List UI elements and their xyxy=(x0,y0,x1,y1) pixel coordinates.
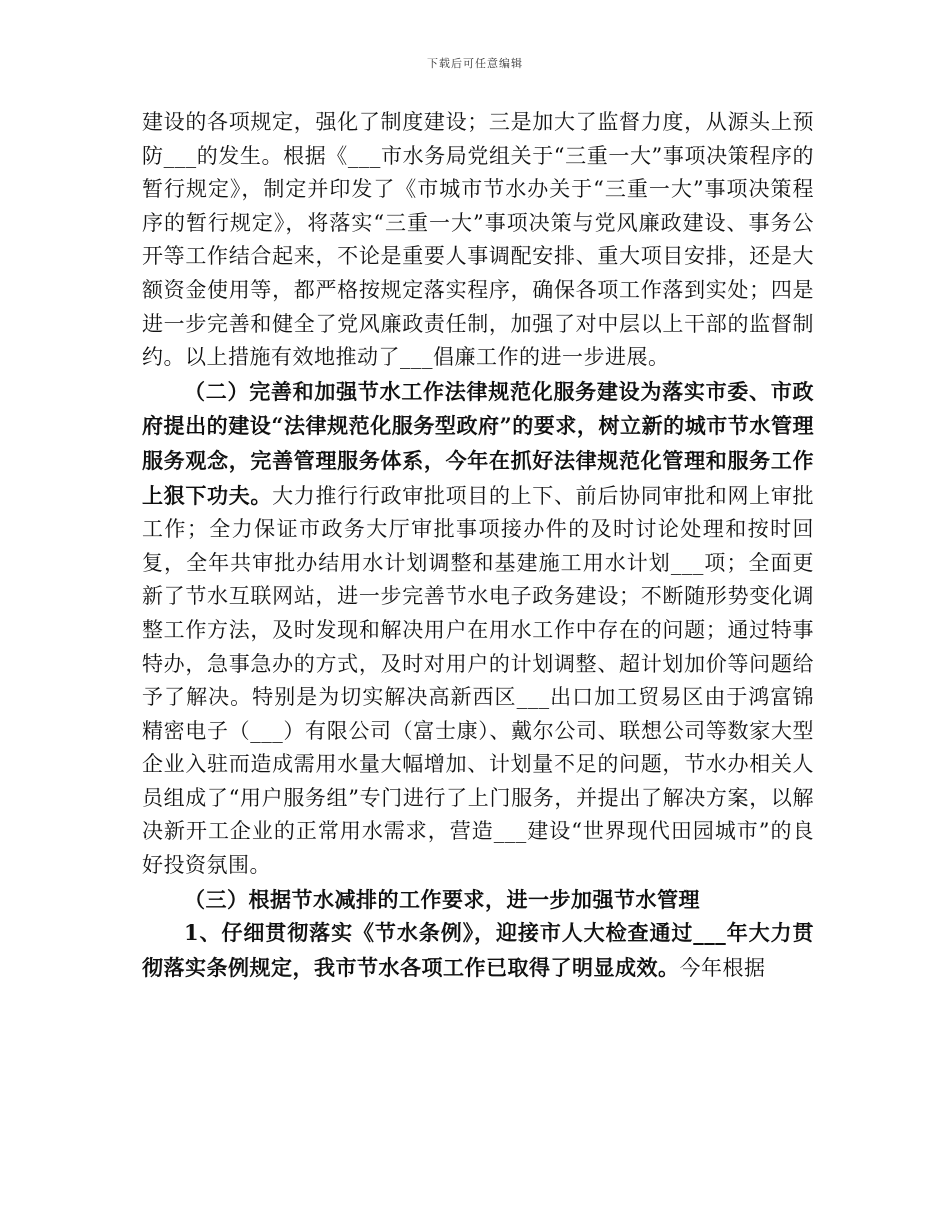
section-heading-2: （二）完善和加强节水工作法律规范化服务建设为落实市委、市政府提出的建设“法律规范化服务型政府”的要求，树立新的城市节水管理服务观念，完善管理服务体系，今年在抓好法律规范化管理和服务工作上狠下功夫。 xyxy=(142,378,814,508)
paragraph-4 xyxy=(142,916,814,985)
paragraph-4-body: 今年根据 xyxy=(679,955,766,980)
paragraph-1: 建设的各项规定，强化了制度建设；三是加大了监督力度，从源头上预防___的发生。根据《___市水务局党组关于“三重一大”事项决策程序的暂行规定》，制定并印发了《市城市节水办关于“三重一大”事项决策程序的暂行规定》，将落实“三重一大”事项决策与党风廉政建设、事务公开等工作结合起来，不论是重要人事调配安排、重大项目安排，还是大额资金使用等，都严格按规定落实程序，确保各项工作落到实处；四是进一步完善和健全了党风廉政责任制，加强了对中层以上干部的监督制约。以上措施有效地推动了___倡廉工作的进一步进展。 xyxy=(142,110,814,370)
document-body xyxy=(142,106,814,985)
page-header: 下载后可任意编辑 xyxy=(427,57,523,70)
paragraph-2-body: 大力推行行政审批项目的上下、前后协同审批和网上审批工作；全力保证市政务大厅审批事项接办件的及时讨论处理和按时回复，全年共审批办结用水计划调整和基建施工用水计划___项；全面更新了节水互联网站，进一步完善节水电子政务建设；不断随形势变化调整工作方法，及时发现和解决用户在用水工作中存在的问题；通过特事特办，急事急办的方式，及时对用户的计划调整、超计划加价等问题给予了解决。特别是为切实解决高新西区___出口加工贸易区由于鸿富锦精密电子（___）有限公司（富士康）、戴尔公司、联想公司等数家大型企业入驻而造成需用水量大幅增加、计划量不足的问题，节水办相关人员组成了“用户服务组”专门进行了上门服务，并提出了解决方案，以解决新开工企业的正常用水需求，营造___建设“世界现代田园城市”的良好投资氛围。 xyxy=(142,483,815,878)
subsection-heading-1: 1、仔细贯彻落实《节水条例》，迎接市人大检查通过___年大力贯彻落实条例规定，我市节水各项工作已取得了明显成效。 xyxy=(142,920,814,980)
paragraph-2 xyxy=(142,375,814,883)
section-heading-3: （三）根据节水减排的工作要求，进一步加强节水管理 xyxy=(184,886,700,912)
